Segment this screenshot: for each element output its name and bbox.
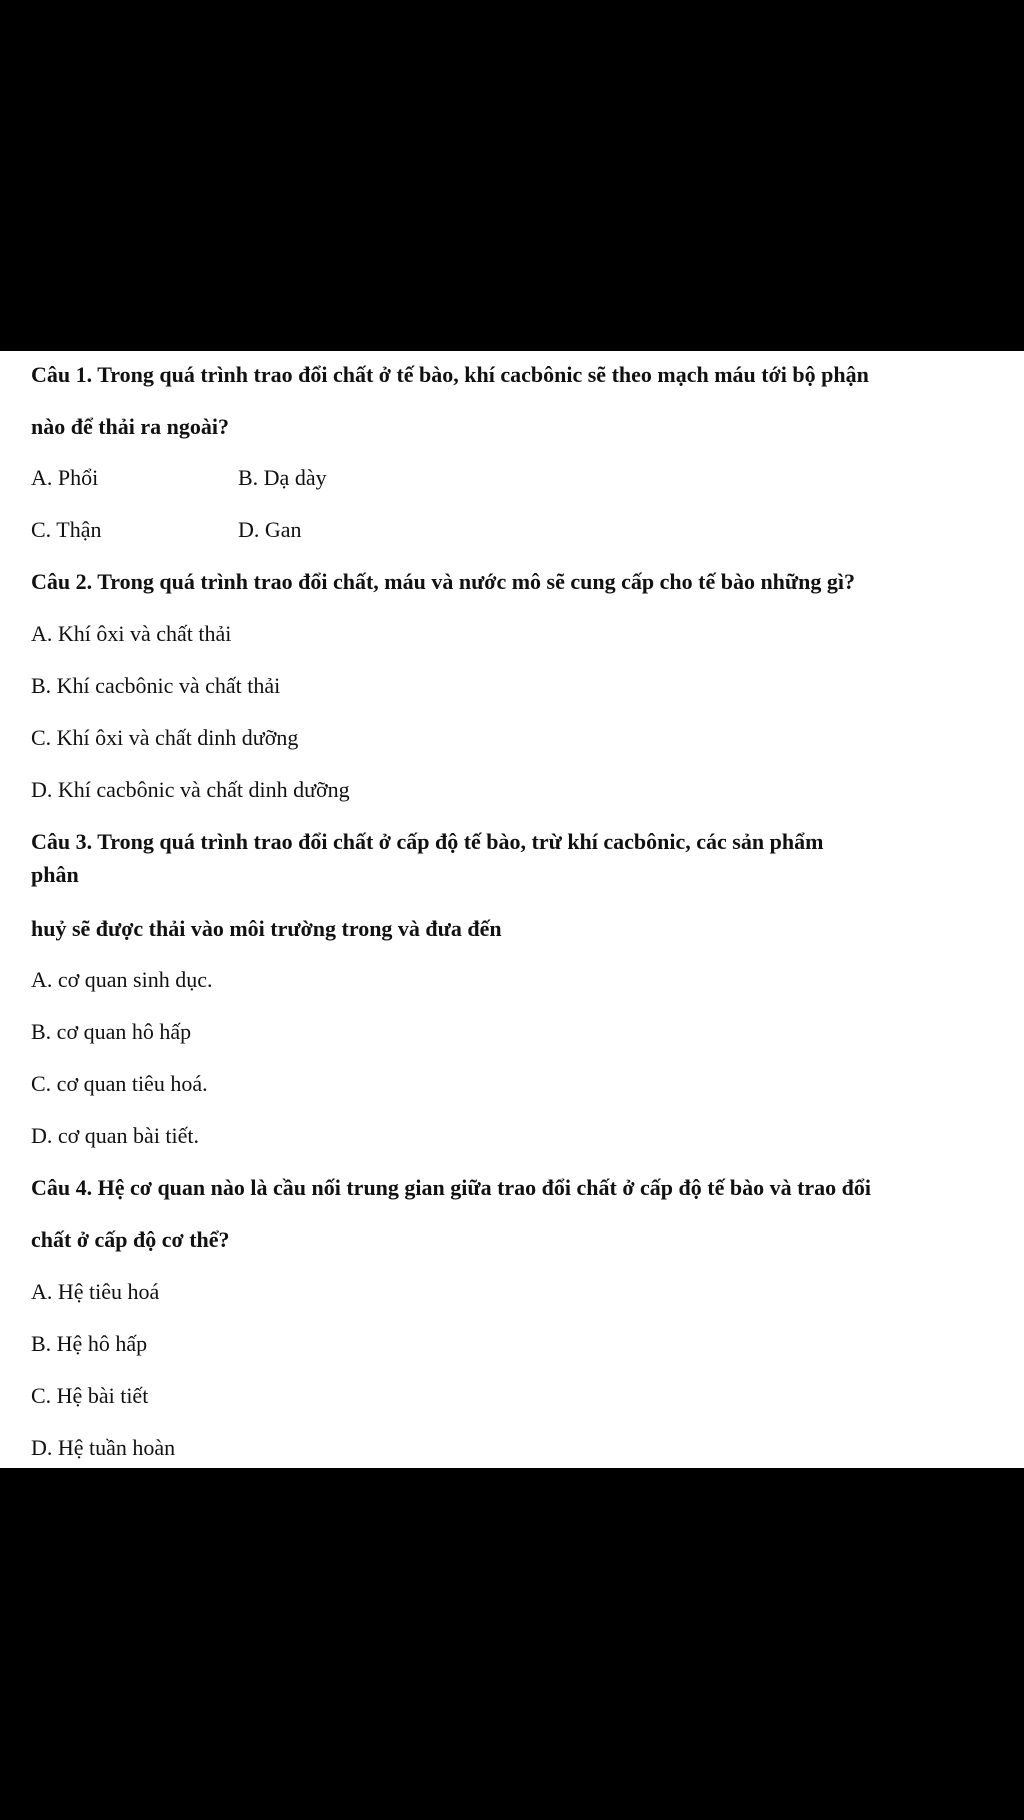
question-4-option-d: D. Hệ tuần hoàn <box>31 1435 176 1460</box>
question-1-option-c: C. Thận <box>31 517 102 542</box>
question-1-line-1: Câu 1. Trong quá trình trao đổi chất ở tế bào, khí cacbônic sẽ theo mạch máu tới bộ phận <box>31 362 869 387</box>
question-2-option-b: B. Khí cacbônic và chất thải <box>31 673 281 698</box>
question-3-option-d: D. cơ quan bài tiết. <box>31 1123 200 1148</box>
question-2-option-c: C. Khí ôxi và chất dinh dưỡng <box>31 725 299 750</box>
question-4-option-c: C. Hệ bài tiết <box>31 1383 149 1408</box>
question-3-line-3: huỷ sẽ được thải vào môi trường trong và đưa đến <box>31 916 502 941</box>
question-3-option-b: B. cơ quan hô hấp <box>31 1019 192 1044</box>
question-1-option-a: A. Phổi <box>31 465 99 490</box>
question-4-option-a: A. Hệ tiêu hoá <box>31 1279 160 1304</box>
question-3-line-2: phân <box>31 862 79 887</box>
question-1-line-2: nào để thải ra ngoài? <box>31 414 230 439</box>
question-1-option-d: D. Gan <box>238 517 302 542</box>
question-2-option-a: A. Khí ôxi và chất thải <box>31 621 232 646</box>
question-3-option-c: C. cơ quan tiêu hoá. <box>31 1071 208 1096</box>
quiz-sheet <box>0 351 1024 1468</box>
question-4-option-b: B. Hệ hô hấp <box>31 1331 148 1356</box>
question-4-line-1: Câu 4. Hệ cơ quan nào là cầu nối trung gian giữa trao đổi chất ở cấp độ tế bào và trao đổi <box>31 1175 872 1200</box>
question-2-line-1: Câu 2. Trong quá trình trao đổi chất, máu và nước mô sẽ cung cấp cho tế bào những gì? <box>31 569 855 594</box>
question-4-line-2: chất ở cấp độ cơ thể? <box>31 1227 230 1252</box>
question-1-option-b: B. Dạ dày <box>238 465 327 490</box>
question-2-option-d: D. Khí cacbônic và chất dinh dưỡng <box>31 777 350 802</box>
question-3-line-1: Câu 3. Trong quá trình trao đổi chất ở cấp độ tế bào, trừ khí cacbônic, các sản phẩm <box>31 829 824 854</box>
question-3-option-a: A. cơ quan sinh dục. <box>31 967 213 992</box>
